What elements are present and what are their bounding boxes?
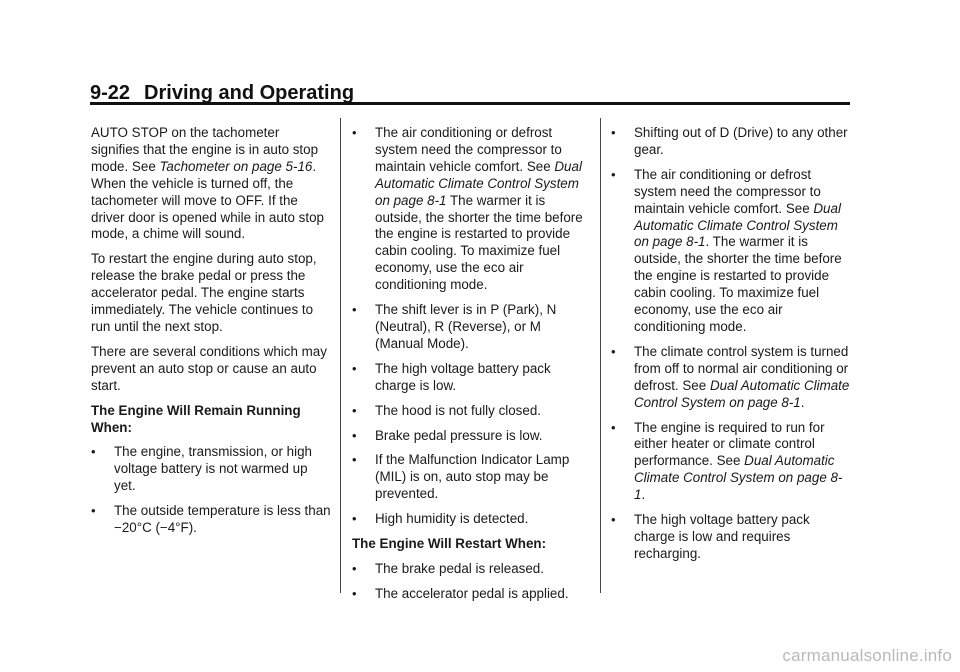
list-item: • The engine, transmission, or high voltage battery is not warmed up yet. <box>91 444 312 494</box>
bullet-icon: • <box>352 360 357 376</box>
cross-reference-link[interactable]: Tachometer on page 5-16 <box>159 158 313 174</box>
list-item: • If the Malfunction Indicator Lamp (MIL) is on, auto stop may be prevented. <box>352 452 570 502</box>
column-divider <box>600 118 601 593</box>
bullet-icon: • <box>352 302 357 318</box>
list-item: • The accelerator pedal is applied. <box>352 585 569 601</box>
page-number: 9-22 <box>90 82 131 104</box>
list-item: • The engine is required to run for either heater or climate control performance. See Dual Automatic Climate Control System on page 8-1. <box>611 419 843 503</box>
subheading: The Engine Will Restart When: <box>352 536 547 552</box>
paragraph: There are several conditions which may prevent an auto stop or cause an auto start. <box>91 343 327 393</box>
bullet-icon: • <box>352 427 357 443</box>
bullet-icon: • <box>611 166 616 182</box>
cross-reference-link[interactable]: Dual Automatic Climate Control System on page 8-1 <box>634 377 850 410</box>
bullet-icon: • <box>352 402 357 418</box>
bullet-icon: • <box>611 512 616 528</box>
bullet-icon: • <box>352 452 357 468</box>
subheading: The Engine Will Remain Running When: <box>91 402 301 435</box>
bullet-icon: • <box>611 125 616 140</box>
list-item: • Shifting out of D (Drive) to any other gear. <box>611 125 848 157</box>
section-title: Driving and Operating <box>144 82 355 104</box>
bullet-icon: • <box>352 560 357 576</box>
list-item: • The air conditioning or defrost system need the compressor to maintain vehicle comfort. See Dual Automatic Climate Control System on page 8-1 The warmer it is outside, the shorter the time before the engine is restarted to provide cabin cooling. To maximize fuel economy, use the eco air conditioning mode. <box>352 125 583 293</box>
list-item: • The brake pedal is released. <box>352 560 544 576</box>
list-item: • The hood is not fully closed. <box>352 402 541 418</box>
cross-reference-link[interactable]: Dual Automatic Climate Control System on page 8-1 <box>375 158 582 208</box>
bullet-icon: • <box>352 125 357 140</box>
paragraph: AUTO STOP on the tachometer signifies that the engine is in auto stop mode. See Tachometer on page 5-16. When the vehicle is turned off, the tachometer will move to OFF. If the driver door is opened while in auto stop mode, a chime will sound. <box>91 125 324 242</box>
bullet-icon: • <box>611 419 616 435</box>
watermark: carmanualsonline.info <box>782 646 952 665</box>
cross-reference-link[interactable]: Dual Automatic Climate Control System on page 8-1 <box>634 200 841 250</box>
list-item: • Brake pedal pressure is low. <box>352 427 543 443</box>
bullet-icon: • <box>352 511 357 527</box>
cross-reference-link[interactable]: Dual Automatic Climate Control System on page 8-1 <box>634 453 843 503</box>
header-rule <box>90 102 850 105</box>
text-column-2 <box>352 125 592 611</box>
list-item: • High humidity is detected. <box>352 511 529 527</box>
list-item: • The high voltage battery pack charge is low and requires recharging. <box>611 512 810 561</box>
list-item: • The outside temperature is less than −20°C (−4°F). <box>91 503 331 536</box>
bullet-icon: • <box>611 343 616 359</box>
list-item: • The air conditioning or defrost system need the compressor to maintain vehicle comfort. See Dual Automatic Climate Control System on page 8-1. The warmer it is outside, the shorter the time before the engine is restarted to provide cabin cooling. To maximize fuel economy, use the eco air conditioning mode. <box>611 166 842 334</box>
bullet-icon: • <box>91 444 96 460</box>
column-divider <box>340 118 341 593</box>
list-item: • The high voltage battery pack charge is low. <box>352 360 551 393</box>
bullet-icon: • <box>91 503 96 519</box>
list-item: • The shift lever is in P (Park), N (Neutral), R (Reverse), or M (Manual Mode). <box>352 302 557 351</box>
text-column-1 <box>91 125 331 545</box>
text-column-3 <box>611 125 851 571</box>
bullet-icon: • <box>352 585 357 601</box>
paragraph: To restart the engine during auto stop, release the brake pedal or press the accelerator pedal. The engine starts immediately. The vehicle continues to run until the next stop. <box>91 251 317 334</box>
list-item: • The climate control system is turned from off to normal air conditioning or defrost. See Dual Automatic Climate Control System on page 8-1. <box>611 343 850 410</box>
